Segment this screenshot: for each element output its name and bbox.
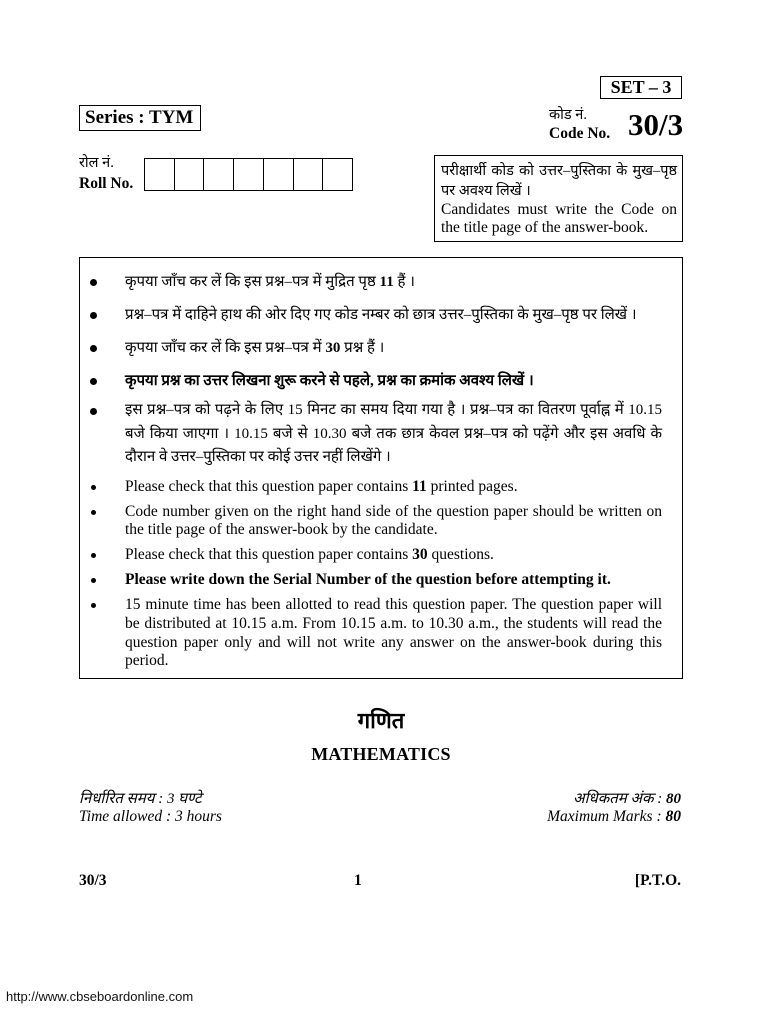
roll-label-hindi: रोल नं.: [79, 155, 114, 171]
bullet-icon: [90, 279, 97, 286]
roll-label-english: Roll No.: [79, 175, 134, 192]
roll-number-box: [264, 159, 294, 190]
instruction-emphasis: 11: [379, 274, 394, 290]
set-label: SET – 3: [600, 76, 682, 99]
maximum-marks: [547, 790, 681, 826]
page-footer: [79, 872, 683, 890]
bullet-icon: [91, 578, 96, 583]
bullet-icon: [90, 408, 97, 415]
instruction-emphasis: 11: [412, 477, 427, 495]
roll-number-box: [175, 159, 205, 190]
instruction-emphasis: 30: [412, 546, 428, 564]
instruction-emphasis: Please write down the Serial Number of the question before attempting it.: [125, 571, 611, 589]
instruction-item-hindi: [125, 369, 662, 393]
subject-title-hindi: गणित: [357, 708, 405, 733]
instruction-item-english: [125, 596, 662, 670]
instruction-text: कृपया जाँच कर लें कि इस प्रश्न–पत्र में: [125, 340, 326, 356]
series-label: Series : TYM: [79, 105, 201, 131]
instruction-item-english: [125, 571, 662, 590]
time-allowed-english: Time allowed : 3 hours: [79, 808, 222, 825]
time-allowed-hindi: निर्धारित समय : 3 घण्टे: [79, 791, 202, 807]
instruction-item-english: [125, 546, 662, 565]
instruction-item-hindi: [125, 303, 662, 327]
instruction-text: कृपया जाँच कर लें कि इस प्रश्न–पत्र में मुद्रित पृष्ठ: [125, 274, 380, 290]
time-allowed: [79, 790, 222, 826]
instruction-text: Please check that this question paper contains: [125, 477, 413, 495]
instruction-item-english: [125, 478, 662, 497]
instruction-text: 15 minute time has been allotted to read this question paper. The question paper will be distributed at 10.15 a.m. From 10.15 a.m. to 10.30 a.m., the students will read the question paper only and will not write any answer on the answer-book during this period.: [125, 596, 662, 670]
maximum-marks-english-value: 80: [665, 808, 681, 825]
instruction-emphasis: कृपया प्रश्न का उत्तर लिखना शुरू करने से पहले, प्रश्न का क्रमांक अवश्य लिखें ।: [125, 373, 534, 389]
code-label-hindi: कोड नं.: [549, 107, 587, 123]
instruction-text: Code number given on the right hand side of the question paper should be written on the title page of the answer-book by the candidate.: [125, 502, 662, 539]
roll-number-box: [323, 159, 352, 190]
instruction-item-hindi: [125, 336, 662, 360]
maximum-marks-english-label: Maximum Marks :: [547, 808, 666, 825]
roll-number-boxes: [144, 158, 353, 191]
instruction-text: हैं ।: [393, 274, 415, 290]
main-content: [79, 257, 683, 890]
subject-title-english: MATHEMATICS: [311, 744, 451, 764]
roll-number-box: [204, 159, 234, 190]
instruction-text: प्रश्न हैं ।: [340, 340, 385, 356]
bullet-icon: [91, 485, 96, 490]
bullet-icon: [91, 553, 96, 558]
bullet-icon: [90, 345, 97, 352]
instruction-item-hindi: [125, 399, 662, 470]
instructions-box: [79, 257, 683, 679]
instruction-text: प्रश्न–पत्र में दाहिने हाथ की ओर दिए गए कोड नम्बर को छात्र उत्तर–पुस्तिका के मुख–पृष्ठ पर लिखें ।: [125, 307, 637, 323]
instruction-item-hindi: [125, 270, 662, 294]
instruction-text: printed pages.: [426, 477, 518, 495]
code-label-english: Code No.: [549, 125, 611, 142]
roll-number-box: [294, 159, 324, 190]
please-turn-over: [P.T.O.: [634, 872, 681, 889]
bullet-icon: [91, 510, 96, 515]
bullet-icon: [91, 603, 96, 608]
page-number: 1: [354, 872, 362, 889]
instruction-text: Please check that this question paper contains: [125, 546, 413, 564]
code-notice-english: Candidates must write the Code on the title page of the answer-book.: [441, 201, 677, 236]
bullet-icon: [90, 378, 97, 385]
maximum-marks-english: [547, 808, 681, 826]
instruction-text: इस प्रश्न–पत्र को पढ़ने के लिए 15 मिनट का समय दिया गया है । प्रश्न–पत्र का वितरण पूर्वाह्न में 10.15 बजे किया जाएगा । 10.15 बजे से 10.30 बजे तक छात्र केवल प्रश्न–पत्र को पढ़ेंगे और इस अवधि के दौरान वे उत्तर–पुस्तिका पर कोई उत्तर नहीं लिखेंगे ।: [125, 402, 662, 465]
instruction-text: questions.: [427, 546, 494, 564]
maximum-marks-hindi-label: अधिकतम अंक :: [573, 791, 666, 807]
watermark-url: http://www.cbseboardonline.com: [6, 989, 194, 1004]
maximum-marks-hindi-value: 80: [666, 791, 681, 807]
code-number: 30/3: [628, 107, 684, 142]
bullet-icon: [90, 312, 97, 319]
exam-info: [79, 790, 683, 826]
code-notice-box: [434, 155, 683, 242]
instruction-item-english: [125, 503, 662, 540]
roll-number-box: [145, 159, 175, 190]
footer-code: 30/3: [79, 872, 107, 889]
maximum-marks-hindi: [547, 790, 681, 808]
instruction-emphasis: 30: [325, 340, 341, 356]
code-notice-hindi: परीक्षार्थी कोड को उत्तर–पुस्तिका के मुख–पृष्ठ पर अवश्य लिखें ।: [441, 163, 677, 199]
roll-number-box: [234, 159, 264, 190]
